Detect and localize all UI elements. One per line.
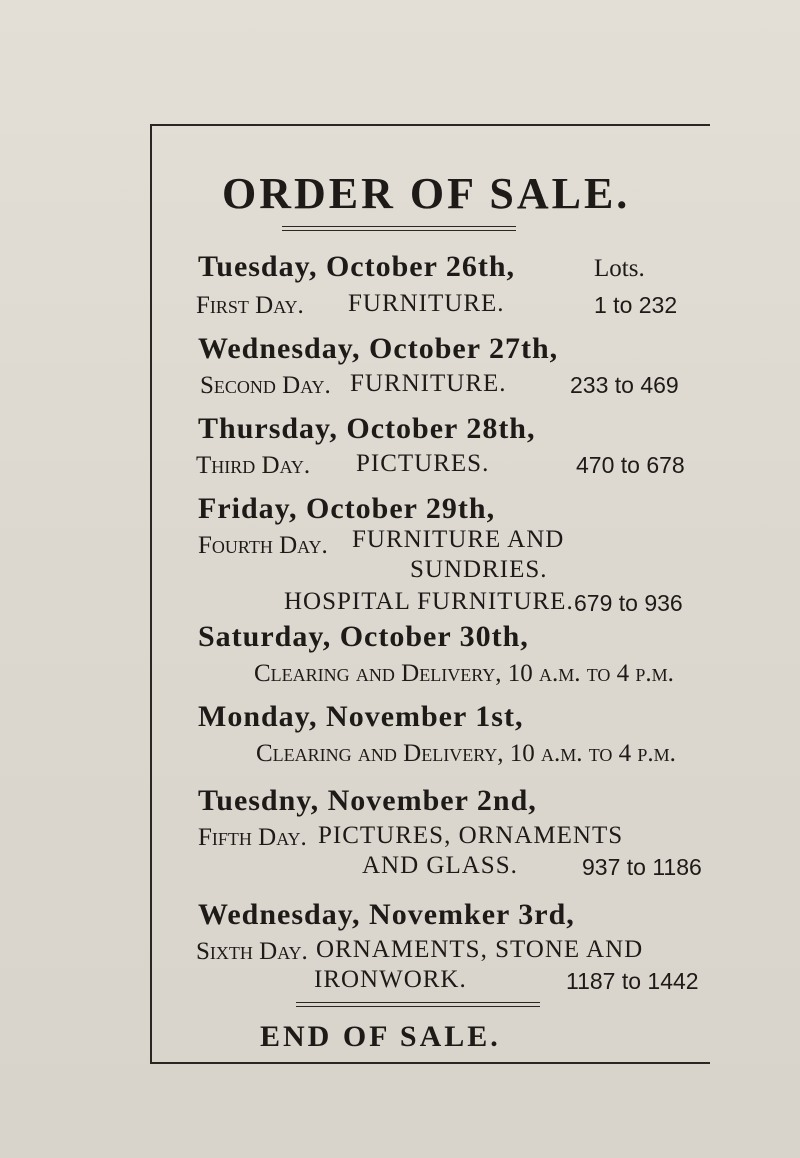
category-pictures: PICTURES. (356, 450, 490, 477)
day-label-sixth: Sixth Day. (196, 938, 308, 965)
title-divider (282, 226, 516, 231)
lots-column-header: Lots. (594, 255, 645, 282)
day-heading-wednesday-nov: Wednesday, Novemker 3rd, (198, 898, 575, 931)
category-ornaments-stone: ORNAMENTS, STONE AND (316, 936, 644, 963)
lot-range-2: 233 to 469 (570, 372, 679, 398)
lot-range-4: 679 to 936 (574, 590, 683, 616)
clearing-delivery-note-1: Clearing and Delivery, 10 a.m. to 4 p.m. (254, 660, 674, 687)
end-of-sale: END OF SALE. (260, 1020, 501, 1053)
category-furniture-1: FURNITURE. (348, 290, 505, 317)
category-furniture-2: FURNITURE. (350, 370, 507, 397)
day-heading-thursday-oct: Thursday, October 28th, (198, 412, 536, 445)
category-hospital-furniture: HOSPITAL FURNITURE. (284, 588, 574, 615)
day-heading-wednesday-oct: Wednesday, October 27th, (198, 332, 559, 365)
lot-range-1: 1 to 232 (594, 292, 678, 318)
category-furniture-and: FURNITURE AND (352, 526, 565, 553)
end-divider (296, 1002, 540, 1007)
day-heading-friday-oct: Friday, October 29th, (198, 492, 496, 525)
day-label-third: Third Day. (196, 452, 311, 479)
day-heading-tuesday-oct: Tuesday, October 26th, (198, 250, 516, 283)
category-sundries: SUNDRIES. (410, 556, 548, 583)
clearing-delivery-note-2: Clearing and Delivery, 10 a.m. to 4 p.m. (256, 740, 676, 767)
day-label-first: First Day. (196, 292, 304, 319)
day-label-fourth: Fourth Day. (198, 532, 328, 559)
left-border-rule (150, 124, 152, 1064)
lot-range-6: 1187 to 1442 (566, 968, 699, 994)
category-and-glass: AND GLASS. (362, 852, 518, 879)
top-border-rule (150, 124, 710, 126)
category-ironwork: IRONWORK. (314, 966, 467, 993)
bottom-border-rule (150, 1062, 710, 1064)
day-heading-tuesday-nov: Tuesdny, November 2nd, (198, 784, 537, 817)
day-label-second: Second Day. (200, 372, 331, 399)
day-heading-saturday-oct: Saturday, October 30th, (198, 620, 529, 653)
day-heading-monday-nov: Monday, November 1st, (198, 700, 524, 733)
day-label-fifth: Fifth Day. (198, 824, 307, 851)
lot-range-5: 937 to 1186 (582, 854, 702, 880)
page-title: ORDER OF SALE. (222, 169, 631, 218)
category-pictures-ornaments: PICTURES, ORNAMENTS (318, 822, 624, 849)
lot-range-3: 470 to 678 (576, 452, 685, 478)
